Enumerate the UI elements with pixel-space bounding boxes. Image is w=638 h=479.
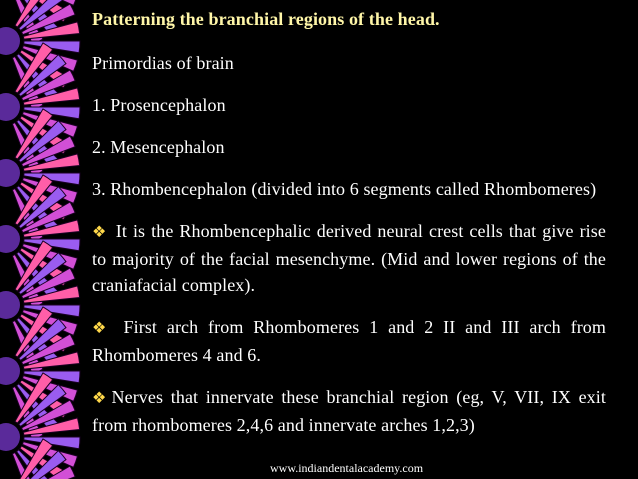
decorative-ribbon-border — [0, 0, 84, 479]
footer-watermark: www.indiandentalacademy.com — [270, 461, 424, 475]
bullet-neural-crest-text: It is the Rhombencephalic derived neural crest cells that give rise to majority of the facial mesenchyme. (Mid and lower regions of the craniafacial complex). — [92, 221, 606, 295]
text-prosencephalon: 1. Prosencephalon — [92, 95, 226, 115]
checkmark-arrow-bullet-icon: ❖ — [92, 224, 108, 241]
ribbon-hub — [0, 357, 20, 385]
ribbon-hub — [0, 159, 20, 187]
ribbon-hub — [0, 423, 20, 451]
ribbon-hub — [0, 291, 20, 319]
slide-content — [92, 6, 606, 438]
checkmark-arrow-bullet-icon: ❖ — [92, 320, 112, 337]
slide-title: Patterning the branchial regions of the head. — [92, 9, 440, 29]
ribbon-hub — [0, 27, 20, 55]
bullet-first-arch — [92, 314, 606, 368]
bullet-first-arch-text: First arch from Rhombomeres 1 and 2 II and III arch from Rhombomeres 4 and 6. — [92, 317, 606, 365]
checkmark-arrow-bullet-icon: ❖ — [92, 390, 110, 407]
ribbon-hub — [0, 225, 20, 253]
bullet-nerves — [92, 384, 606, 438]
text-primordias: Primordias of brain — [92, 53, 234, 73]
text-rhombencephalon: 3. Rhombencephalon (divided into 6 segments called Rhombomeres) — [92, 179, 597, 199]
bullet-neural-crest — [92, 218, 606, 298]
bullet-nerves-text: Nerves that innervate these branchial region (eg, V, VII, IX exit from rhombomeres 2,4,6 and innervate arches 1,2,3) — [92, 387, 606, 435]
text-mesencephalon: 2. Mesencephalon — [92, 137, 225, 157]
ribbon-hub — [0, 93, 20, 121]
